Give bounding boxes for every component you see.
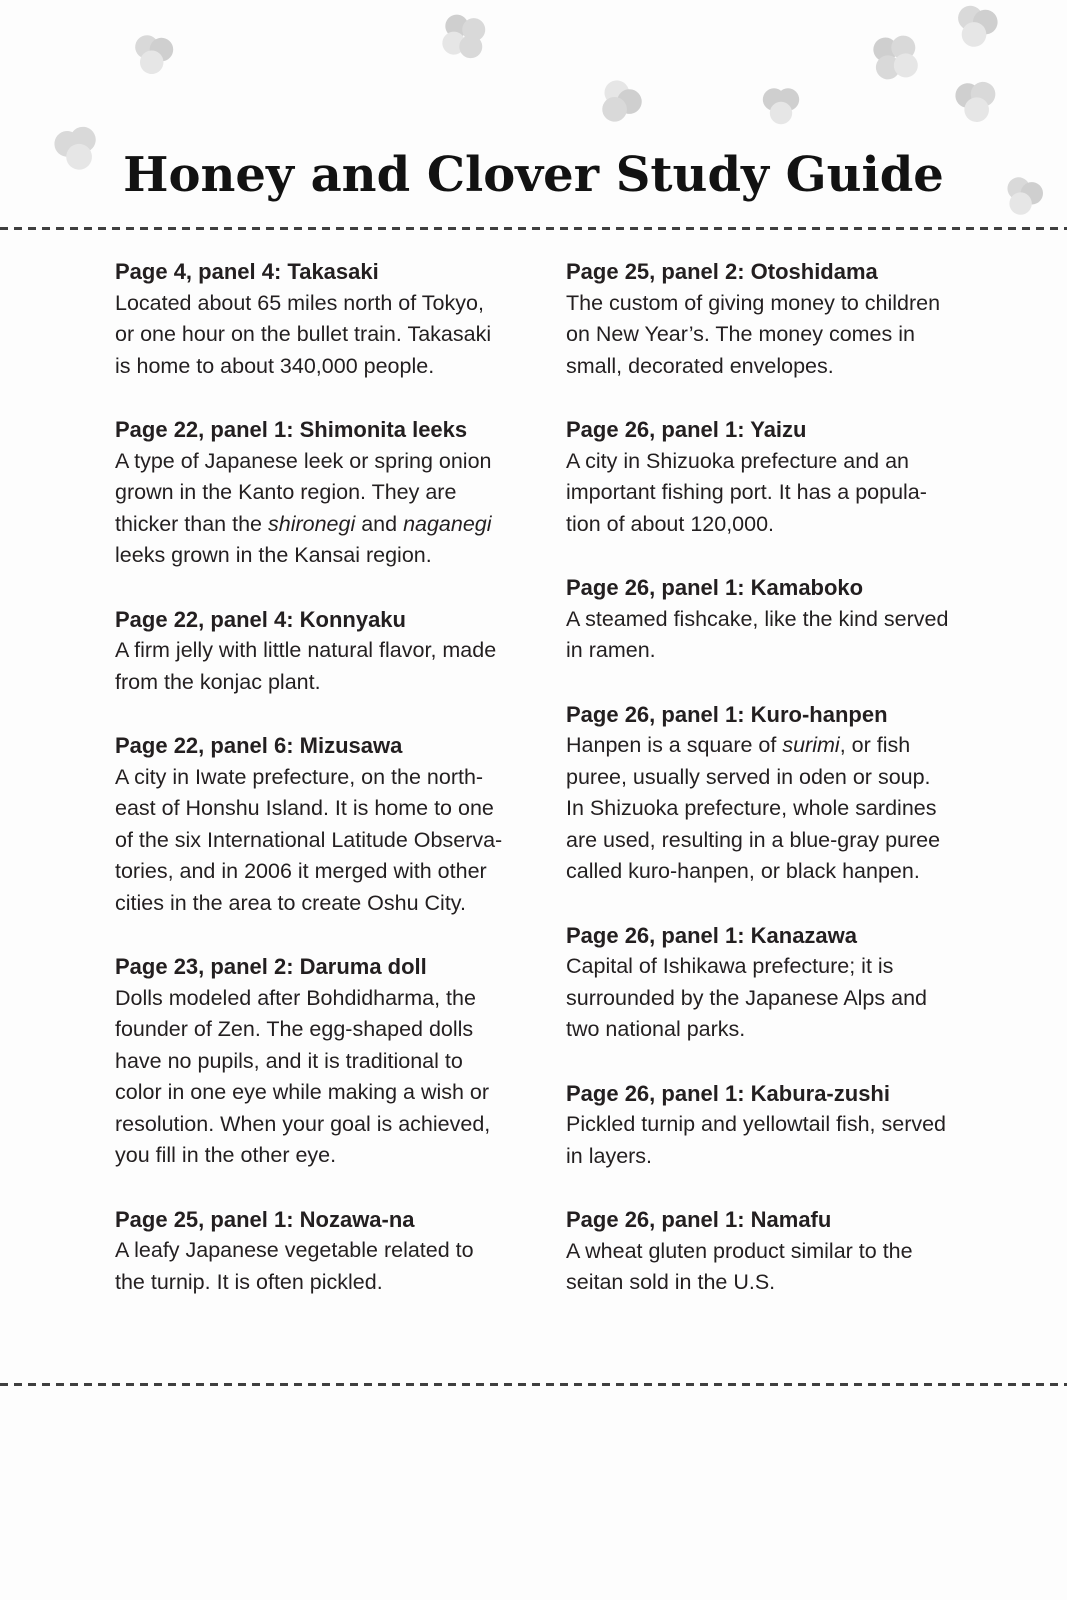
entry-line: in layers. [566, 1143, 653, 1168]
glossary-entry [115, 604, 575, 699]
glossary-entry [115, 951, 575, 1172]
clover-lobe [133, 33, 160, 60]
entry-heading: Page 26, panel 1: Yaizu [566, 417, 807, 442]
clover-lobe [871, 36, 899, 64]
entry-heading: Page 25, panel 1: Nozawa-na [115, 1206, 415, 1232]
clover-lobe [955, 3, 985, 33]
entry-line: cities in the area to create Oshu City. [115, 890, 466, 915]
entry-heading: Page 25, panel 2: Otoshidama [566, 259, 878, 284]
entry-line: puree, usually served in oden or soup. [566, 764, 931, 789]
entry-line: tories, and in 2006 it merged with other [115, 859, 487, 883]
entry-line: of the six International Latitude Observa- [115, 827, 503, 852]
page-title: Honey and Clover Study Guide [123, 147, 944, 203]
entry-line: A type of Japanese leek or spring onion [115, 448, 492, 473]
entry-line: A wheat gluten product similar to the [566, 1238, 913, 1263]
entry-heading: Page 26, panel 1: Kabura-zushi [566, 1080, 890, 1106]
entry-body [566, 446, 1026, 541]
clover-lobe [892, 52, 920, 80]
entry-body [566, 951, 1026, 1046]
clover-icon [868, 30, 924, 86]
entry-line: grown in the Kanto region. They are [115, 480, 457, 504]
entry-body [566, 1109, 1026, 1172]
entry-line: Pickled turnip and yellowtail fish, served [566, 1112, 947, 1136]
clover-lobe [970, 7, 1000, 37]
entry-line: two national parks. [566, 1017, 746, 1041]
entry-body [566, 604, 1026, 667]
entry-body [115, 446, 575, 572]
clover-icon [129, 31, 178, 80]
entry-line: color in one eye while making a wish or [115, 1080, 490, 1104]
entry-line: called kuro-hanpen, or black hanpen. [566, 859, 920, 883]
entry-line: important fishing port. It has a popula- [566, 480, 927, 504]
entry-line: are used, resulting in a blue-gray puree [566, 827, 941, 852]
glossary-entry [115, 256, 575, 382]
glossary-entry [115, 1204, 575, 1299]
glossary-entry [566, 1078, 1026, 1173]
entry-line: In Shizuoka prefecture, whole sardines [566, 796, 937, 820]
entry-line: The custom of giving money to children [566, 290, 941, 315]
entry-line: tion of about 120,000. [566, 511, 775, 536]
entry-body [115, 1235, 575, 1298]
clover-lobe [970, 81, 997, 108]
clover-lobe [874, 53, 902, 81]
glossary-entry [115, 414, 575, 572]
entry-line: the turnip. It is often pickled. [115, 1269, 383, 1294]
entry-heading: Page 26, panel 1: Kuro-hanpen [566, 701, 888, 727]
entry-line: A steamed fishcake, like the kind served [566, 606, 949, 631]
entry-body [115, 635, 575, 698]
entry-line: Capital of Ishikawa prefecture; it is [566, 954, 894, 978]
right-column [566, 256, 1026, 1331]
clover-lobe [600, 76, 634, 110]
entry-line: in ramen. [566, 638, 656, 662]
glossary-entry [115, 730, 575, 919]
glossary-entry [566, 572, 1026, 667]
entry-line: seitan sold in the U.S. [566, 1270, 776, 1294]
entry-body [566, 730, 1026, 888]
glossary-entry [566, 414, 1026, 540]
glossary-entry [566, 256, 1026, 382]
entry-heading: Page 22, panel 1: Shimonita leeks [115, 417, 468, 442]
entry-heading: Page 4, panel 4: Takasaki [115, 259, 379, 284]
entry-heading: Page 26, panel 1: Kamaboko [566, 575, 864, 600]
entry-line: small, decorated envelopes. [566, 353, 834, 378]
entry-line: thicker than the shironegi and naganegi [115, 511, 492, 536]
clover-lobe [770, 102, 792, 124]
entry-line: A city in Iwate prefecture, on the north- [115, 764, 484, 789]
clover-lobe [777, 88, 799, 110]
entry-line: Dolls modeled after Bohdidharma, the [115, 985, 476, 1010]
entry-line: surrounded by the Japanese Alps and [566, 985, 927, 1010]
entry-line: A leafy Japanese vegetable related to [115, 1238, 474, 1262]
entry-line: have no pupils, and it is traditional to [115, 1048, 463, 1073]
left-column [115, 256, 575, 1330]
entry-heading: Page 22, panel 4: Konnyaku [115, 606, 406, 632]
clover-lobe [461, 17, 487, 43]
clover-icon [761, 86, 801, 126]
glossary-entry [566, 920, 1026, 1046]
entry-line: you fill in the other eye. [115, 1143, 337, 1167]
clover-icon [438, 11, 490, 63]
entry-line: leeks grown in the Kansai region. [115, 543, 432, 567]
entry-line: is home to about 340,000 people. [115, 353, 435, 378]
entry-body [566, 288, 1026, 383]
clover-lobe [458, 34, 484, 60]
entry-body [115, 288, 575, 383]
entry-heading: Page 22, panel 6: Mizusawa [115, 733, 403, 758]
clover-lobe [148, 36, 175, 63]
clover-icon [949, 0, 1003, 54]
entry-body [115, 983, 575, 1172]
entry-line: resolution. When your goal is achieved, [115, 1111, 491, 1136]
entry-line: from the konjac plant. [115, 669, 321, 694]
entry-body [566, 1236, 1026, 1299]
clover-lobe [138, 49, 165, 76]
entry-line: east of Honshu Island. It is home to one [115, 796, 494, 820]
entry-line: Located about 65 miles north of Tokyo, [115, 290, 484, 315]
clover-lobe [597, 92, 631, 126]
entry-heading: Page 26, panel 1: Namafu [566, 1207, 832, 1232]
clover-lobe [889, 34, 917, 62]
clover-lobe [959, 19, 989, 49]
clover-lobe [763, 88, 785, 110]
clover-lobe [444, 13, 470, 39]
entry-heading: Page 23, panel 2: Daruma doll [115, 954, 427, 979]
glossary-entry [566, 1204, 1026, 1299]
clover-icon [588, 72, 649, 133]
entry-heading: Page 26, panel 1: Kanazawa [566, 922, 858, 948]
glossary-entry [566, 699, 1026, 888]
dashed-divider-top [0, 227, 1067, 230]
clover-icon [952, 78, 1000, 126]
entry-line: founder of Zen. The egg-shaped dolls [115, 1017, 474, 1041]
dashed-divider-bottom [0, 1383, 1067, 1386]
entry-line: Hanpen is a square of surimi, or fish [566, 733, 911, 757]
entry-line: A city in Shizuoka prefecture and an [566, 448, 910, 473]
entry-body [115, 762, 575, 920]
entry-line: or one hour on the bullet train. Takasaki [115, 322, 492, 346]
clover-lobe [963, 96, 990, 123]
clover-lobe [441, 30, 467, 56]
clover-lobe [612, 84, 646, 118]
entry-line: on New Year’s. The money comes in [566, 322, 915, 346]
clover-lobe [954, 82, 981, 109]
entry-line: A firm jelly with little natural flavor, made [115, 638, 497, 662]
